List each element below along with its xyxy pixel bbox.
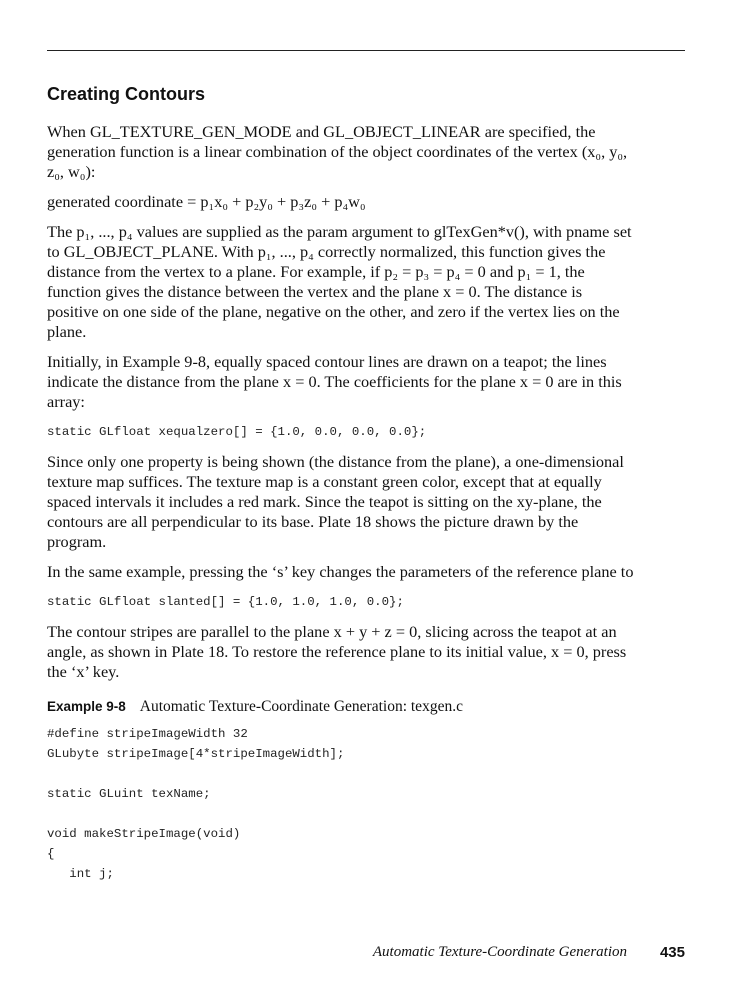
paragraph-equation: generated coordinate = p₁x₀ + p₂y₀ + p₃z₀ + p₄w₀ [47, 192, 366, 211]
example-code-block: #define stripeImageWidth 32 GLubyte stripeImage[4*stripeImageWidth]; static GLuint texName; void makeStripeImage(void) { int j; [47, 727, 345, 881]
paragraph-contour-stripes: The contour stripes are parallel to the plane x + y + z = 0, slicing across the teapot at an angle, as shown in Plate 18. To restore the reference plane to its initial value, x = 0, press the ‘x’ key. [47, 622, 627, 681]
running-title: Automatic Texture-Coordinate Generation [372, 944, 627, 960]
page-footer [47, 944, 685, 964]
example-caption [47, 696, 637, 718]
paragraph-initially: Initially, in Example 9-8, equally spaced contour lines are drawn on a teapot; the lines indicate the distance from the plane x = 0. The coefficients for the plane x = 0 are in this array: [47, 352, 622, 411]
example-label: Example 9-8 [47, 699, 126, 714]
paragraph-s-key: In the same example, pressing the ‘s’ key changes the parameters of the reference plane to [47, 562, 634, 581]
section-title: Creating Contours [47, 84, 206, 104]
page-number: 435 [659, 944, 685, 961]
header-rule [47, 50, 685, 51]
example-caption-text: Automatic Texture-Coordinate Generation: texgen.c [139, 698, 463, 715]
code-xequalzero: static GLfloat xequalzero[] = {1.0, 0.0, 0.0, 0.0}; [47, 425, 427, 439]
page-body [47, 82, 637, 884]
paragraph-intro: When GL_TEXTURE_GEN_MODE and GL_OBJECT_LINEAR are specified, the generation function is a linear combination of the object coordinates of the vertex (x₀, y₀, z₀, w₀): [47, 122, 628, 181]
paragraph-one-dimensional: Since only one property is being shown (the distance from the plane), a one-dimensional texture map suffices. The texture map is a constant green color, except that at equally spaced intervals it includes a red mark. Since the teapot is sitting on the xy-plane, the contours are all perpendicular to its base. Plate 18 shows the picture drawn by the program. [47, 452, 624, 551]
paragraph-plane-params: The p₁, ..., p₄ values are supplied as the param argument to glTexGen*v(), with pname set to GL_OBJECT_PLANE. With p₁, ..., p₄ correctly normalized, this function gives the distance from the vertex to a plane. For example, if p₂ = p₃ = p₄ = 0 and p₁ = 1, the function gives the distance between the vertex and the plane x = 0. The distance is positive on one side of the plane, negative on the other, and zero if the vertex lies on the plane. [47, 222, 632, 341]
code-slanted: static GLfloat slanted[] = {1.0, 1.0, 1.0, 0.0}; [47, 595, 404, 609]
